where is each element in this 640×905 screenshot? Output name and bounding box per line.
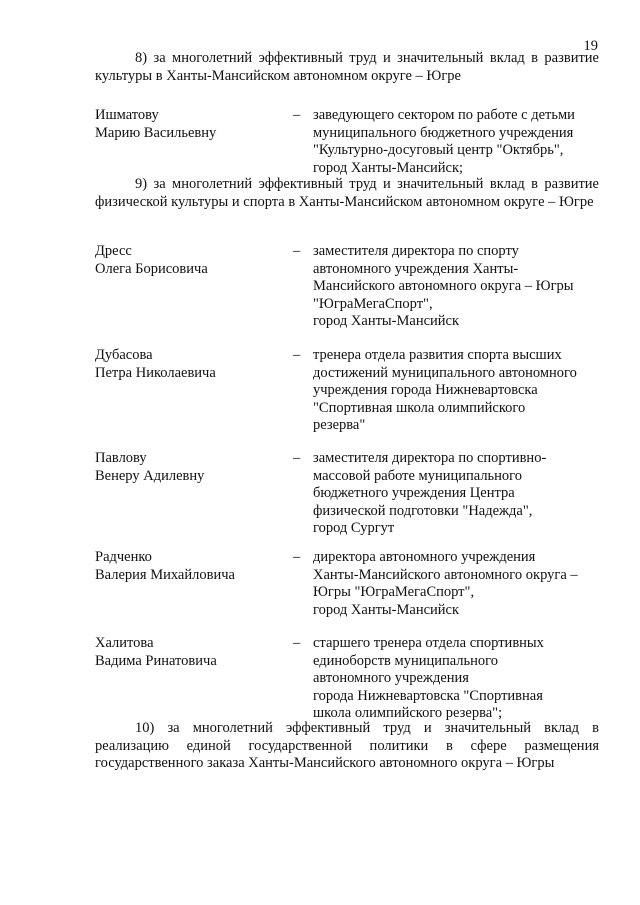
entry-dash: – — [293, 635, 301, 651]
recipient-name — [95, 450, 285, 485]
position-line: тренера отдела развития спорта высших — [313, 347, 562, 363]
name-line: Ишматову — [95, 107, 159, 123]
section-heading: 9) за многолетний эффективный труд и значительный вклад в развитие физической культуры и спорта в Ханты-Мансийском автономном округе – Югре — [95, 176, 599, 210]
recipient-name — [95, 107, 285, 142]
position-line: физической подготовки "Надежда", — [313, 502, 533, 519]
position-line: автономного учреждения — [313, 670, 469, 686]
position-line: город Ханты-Мансийск — [313, 601, 460, 618]
name-line: Павлову — [95, 450, 147, 466]
position-line: директора автономного учреждения — [313, 549, 536, 565]
page-number: 19 — [583, 38, 598, 54]
position-line: автономного учреждения Ханты- — [313, 260, 519, 277]
recipient-position — [313, 347, 603, 435]
recipient-position — [313, 107, 603, 177]
position-line: заместителя директора по спортивно- — [313, 450, 547, 466]
position-line: достижений муниципального автономного — [313, 364, 577, 381]
position-line: старшего тренера отдела спортивных — [313, 635, 544, 651]
name-line: Вадима Ринатовича — [95, 652, 217, 669]
section-heading: 8) за многолетний эффективный труд и значительный вклад в развитие культуры в Ханты-Мансийском автономном округе – Югре — [95, 50, 599, 84]
name-line: Радченко — [95, 549, 152, 565]
position-line: "Спортивная школа олимпийского — [313, 399, 526, 416]
entry-dash: – — [293, 243, 301, 259]
entry-dash: – — [293, 549, 301, 565]
position-line: учреждения города Нижневартовска — [313, 382, 538, 398]
position-line: школа олимпийского резерва"; — [313, 705, 503, 721]
section-heading: 10) за многолетний эффективный труд и значительный вклад в реализацию единой государственной политики в сфере размещения государственного заказа Ханты-Мансийского автономного округа – Югры — [95, 720, 599, 771]
recipient-name — [95, 243, 285, 278]
name-line: Дресс — [95, 243, 132, 259]
entry-dash: – — [293, 450, 301, 466]
recipient-position — [313, 635, 603, 723]
name-line: Марию Васильевну — [95, 124, 217, 141]
position-line: бюджетного учреждения Центра — [313, 485, 515, 501]
name-line: Олега Борисовича — [95, 260, 208, 277]
name-line: Петра Николаевича — [95, 364, 216, 381]
position-line: резерва" — [313, 417, 366, 433]
position-line: заведующего сектором по работе с детьми — [313, 107, 575, 123]
recipient-position — [313, 549, 603, 619]
position-line: "ЮграМегаСпорт", — [313, 295, 433, 312]
name-line: Дубасова — [95, 347, 153, 363]
recipient-position — [313, 243, 603, 331]
position-line: город Ханты-Мансийск — [313, 313, 460, 329]
position-line: муниципального бюджетного учреждения — [313, 124, 574, 141]
position-line: Мансийского автономного округа – Югры — [313, 278, 574, 294]
position-line: массовой работе муниципального — [313, 467, 523, 484]
position-line: заместителя директора по спорту — [313, 243, 519, 259]
position-line: Ханты-Мансийского автономного округа – — [313, 566, 578, 583]
entry-dash: – — [293, 107, 301, 123]
entry-dash: – — [293, 347, 301, 363]
name-line: Валерия Михайловича — [95, 566, 235, 583]
position-line: единоборств муниципального — [313, 652, 498, 669]
position-line: город Сургут — [313, 520, 395, 536]
recipient-name — [95, 347, 285, 382]
position-line: Югры "ЮграМегаСпорт", — [313, 584, 475, 600]
recipient-position — [313, 450, 603, 538]
recipient-name — [95, 635, 285, 670]
name-line: Венеру Адилевну — [95, 467, 205, 484]
position-line: города Нижневартовска "Спортивная — [313, 687, 543, 704]
name-line: Халитова — [95, 635, 154, 651]
recipient-name — [95, 549, 285, 584]
position-line: город Ханты-Мансийск; — [313, 159, 464, 176]
position-line: "Культурно-досуговый центр "Октябрь", — [313, 142, 564, 158]
